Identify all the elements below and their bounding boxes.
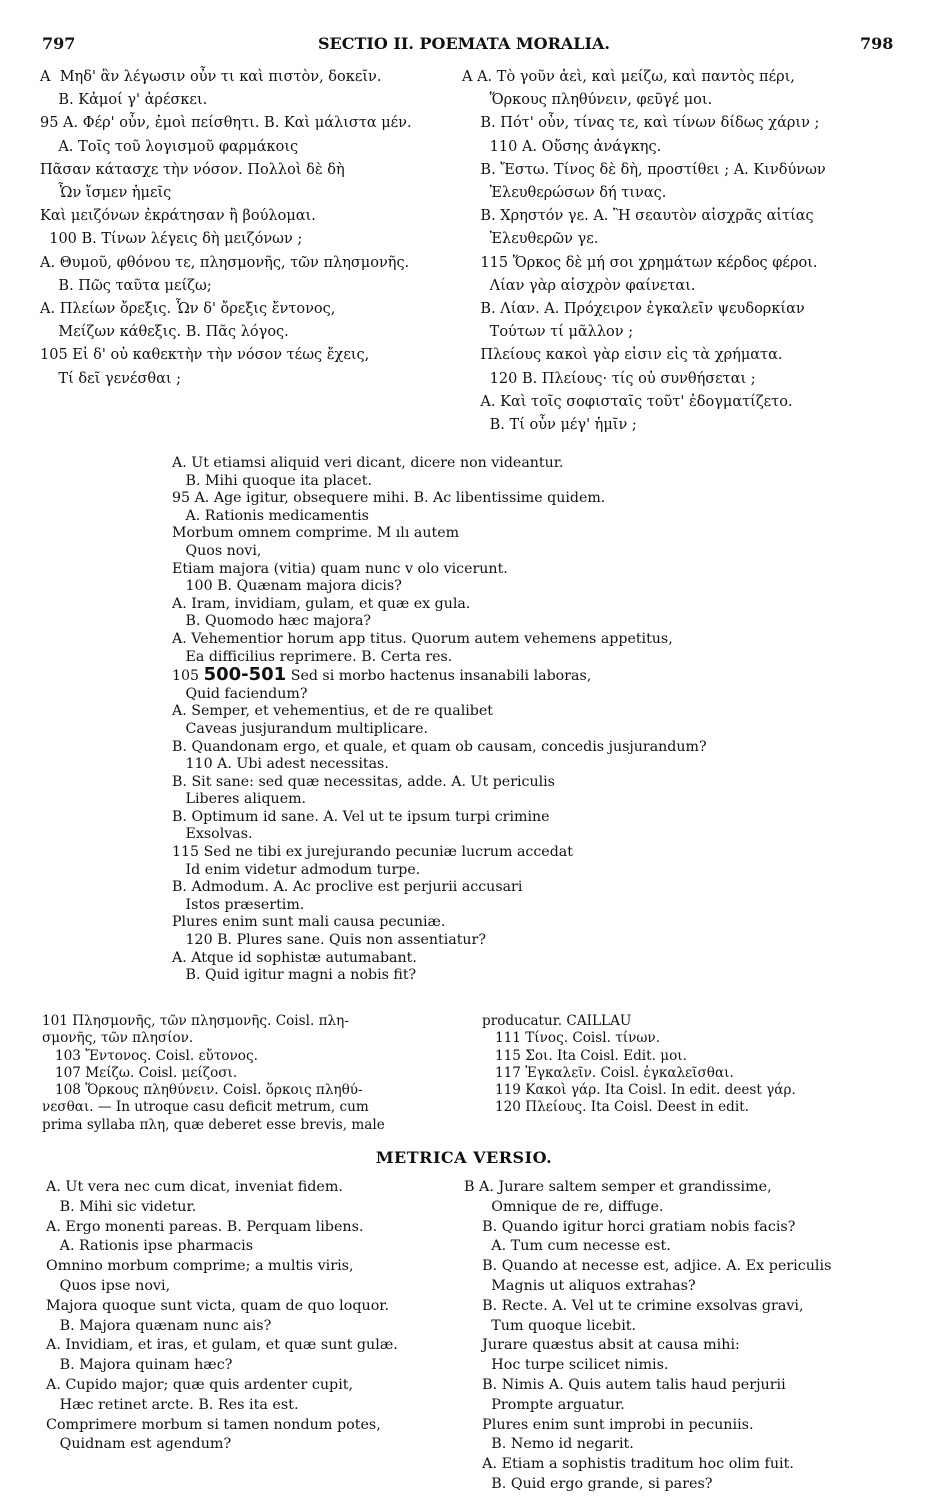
text-line: 95 A. Φέρ' οὖν, ἐμοὶ πείσθητι. B. Καὶ μάλιστα μέν.: [40, 115, 412, 132]
text-line: Tum quoque licebit.: [464, 1317, 637, 1334]
text-line: 120 Πλείους. Ita Coisl. Deest in edit.: [482, 1099, 749, 1116]
text-line: B A. Jurare saltem semper et grandissime,: [464, 1179, 772, 1195]
text-line: A. Καὶ τοῖς σοφισταῖς τοῦτ' ἐδογματίζετο.: [462, 393, 793, 410]
text-line: Hoc turpe scilicet nimis.: [464, 1357, 669, 1374]
text-line: Jurare quæstus absit at causa mihi:: [464, 1337, 740, 1354]
text-line: B. Quid ergo grande, si pares?: [464, 1475, 713, 1492]
text-line: A. Vehementior horum app titus. Quorum autem vehemens appetitus,: [172, 630, 673, 647]
text-line: Ea difficilius reprimere. B. Certa res.: [172, 648, 453, 665]
text-line: A A. Τὸ γοῦν ἀεὶ, καὶ μείζω, καὶ παντὸς πέρι,: [462, 69, 795, 85]
text-line: producatur. CAILLAU: [482, 1013, 632, 1029]
text-line: Quos ipse novi,: [46, 1277, 171, 1294]
text-line: Πᾶσαν κάτασχε τὴν νόσον. Πολλοὶ δὲ δὴ: [40, 161, 345, 178]
text-line: B. Optimum id sane. A. Vel ut te ipsum turpi crimine: [172, 808, 550, 825]
text-line: Liberes aliquem.: [172, 791, 307, 808]
text-line: A. Atque id sophistæ autumabant.: [172, 949, 417, 966]
latin-translation: [172, 455, 707, 985]
text-line: B. Λίαν. A. Πρόχειρον ἐγκαλεῖν ψευδορκίαν: [462, 301, 805, 318]
line-number: 105: [172, 668, 204, 685]
text-line: Id enim videtur admodum turpe.: [172, 861, 421, 878]
text-line: A. Ergo monenti pareas. B. Perquam libens.: [46, 1218, 364, 1235]
text-line: A. Etiam a sophistis traditum hoc olim fuit.: [464, 1456, 794, 1473]
text-line: 120 B. Plures sane. Quis non assentiatur?: [172, 932, 486, 949]
text-line: Πλείους κακοὶ γὰρ εἰσιν εἰς τὰ χρήματα.: [462, 347, 783, 364]
text-line: B. Sit sane: sed quæ necessitas, adde. A. Ut periculis: [172, 773, 555, 790]
running-title: SECTIO II. POEMATA MORALIA.: [318, 34, 610, 53]
text-line: 119 Κακοὶ γάρ. Ita Coisl. In edit. deest γάρ.: [482, 1082, 796, 1099]
text-line: Ὧν ἴσμεν ἡμεῖς: [40, 185, 172, 202]
text-line: σμονῆς, τῶν πλησίον.: [42, 1030, 194, 1047]
text-line: 110 A. Οὔσης ἀνάγκης.: [462, 138, 662, 155]
text-line: B. Quando igitur horci gratiam nobis facis?: [464, 1218, 796, 1235]
page-number-left: 797: [42, 34, 76, 53]
text-line: Omnino morbum comprime; a multis viris,: [46, 1258, 354, 1275]
text-line: B. Κἀμοί γ' ἀρέσκει.: [40, 92, 208, 109]
text-line: Morbum omnem comprime. M ılı autem: [172, 525, 460, 542]
text-line: A. Cupido major; quæ quis ardenter cupit,: [46, 1376, 354, 1393]
metrica-right-column: [464, 1178, 831, 1495]
text-line: Prompte arguatur.: [464, 1396, 625, 1413]
text-line: 117 Ἐγκαλεῖν. Coisl. ἐγκαλεῖσθαι.: [482, 1064, 734, 1081]
text-line: A. Πλείων ὄρεξις. Ὧν δ' ὄρεξις ἔντονος,: [40, 301, 336, 318]
text-line: A. Semper, et vehementius, et de re qualibet: [172, 703, 493, 720]
text-line: 120 B. Πλείους· τίς οὐ συνθήσεται ;: [462, 370, 756, 387]
text-line: A. Τοῖς τοῦ λογισμοῦ φαρμάκοις: [40, 138, 299, 155]
text-line: Omnique de re, diffuge.: [464, 1198, 664, 1215]
text-line: 110 A. Ubi adest necessitas.: [172, 756, 389, 773]
text-line: 108 Ὅρκους πληθύνειν. Coisl. ὅρκοις πληθύ-: [42, 1082, 363, 1099]
text-line: B. Mihi sic videtur.: [46, 1198, 197, 1215]
text-line: A. Ut vera nec cum dicat, inveniat fidem.: [46, 1179, 343, 1195]
text-line: B. Majora quinam hæc?: [46, 1357, 233, 1374]
text-line: Caveas jusjurandum multiplicare.: [172, 720, 429, 737]
text-line: 115 Sed ne tibi ex jurejurando pecuniæ lucrum accedat: [172, 844, 573, 861]
text-line: B. Recte. A. Vel ut te crimine exsolvas gravi,: [464, 1297, 804, 1314]
text-line: 101 Πλησμονῆς, τῶν πλησμονῆς. Coisl. πλη-: [42, 1013, 349, 1029]
text-line: Καὶ μειζόνων ἐκράτησαν ἢ βούλομαι.: [40, 208, 316, 225]
greek-left-column: [40, 66, 412, 391]
text-line: 115 Σοι. Ita Coisl. Edit. μοι.: [482, 1047, 687, 1064]
text-line: B. Quid igitur magni a nobis fit?: [172, 967, 417, 984]
greek-right-column: [462, 66, 826, 437]
text-line: Ἐλευθερῶν γε.: [462, 231, 599, 248]
text-line: 111 Τίνος. Coisl. τίνων.: [482, 1030, 661, 1047]
text-line: A. Rationis ipse pharmacis: [46, 1238, 254, 1255]
metrica-left-column: [46, 1178, 398, 1455]
text-line: B. Admodum. A. Ac proclive est perjurii accusari: [172, 879, 523, 896]
text-line: A. Rationis medicamentis: [172, 507, 369, 524]
text-line: Magnis ut aliquos extrahas?: [464, 1277, 696, 1294]
text-line: 107 Μείζω. Coisl. μείζοσι.: [42, 1064, 238, 1081]
page-number-right: 798: [860, 34, 894, 53]
text-line: Ὅρκους πληθύνειν, φεῦγέ μοι.: [462, 92, 713, 109]
text-line: Λίαν γὰρ αἰσχρὸν φαίνεται.: [462, 277, 696, 294]
text-line: B. Quando at necesse est, adjice. A. Ex periculis: [464, 1258, 832, 1275]
text-line: Plures enim sunt improbi in pecuniis.: [464, 1416, 754, 1433]
text-line: Exsolvas.: [172, 826, 253, 843]
text-line: [172, 666, 707, 686]
text-line: Hæc retinet arcte. B. Res ita est.: [46, 1396, 299, 1413]
text-line: Quidnam est agendum?: [46, 1436, 232, 1453]
text-line: A. Θυμοῦ, φθόνου τε, πλησμονῆς, τῶν πλησμονῆς.: [40, 254, 410, 271]
text-line: B. Τί οὖν μέγ' ἡμῖν ;: [462, 417, 637, 434]
text-line: B. Ἔστω. Τίνος δὲ δὴ, προστίθει ; A. Κινδύνων: [462, 161, 826, 178]
text-line: 103 Ἔντονος. Coisl. εὔτονος.: [42, 1047, 258, 1064]
column-range-stamp: 500-501: [203, 664, 287, 686]
text-line: Comprimere morbum si tamen nondum potes,: [46, 1416, 381, 1433]
text-line: 100 B. Τίνων λέγεις δὴ μειζόνων ;: [40, 231, 303, 248]
text-line: Quid faciendum?: [172, 685, 308, 702]
text-line: A. Ut etiamsi aliquid veri dicant, dicere non videantur.: [172, 455, 564, 471]
text-line: A Μηδ' ἂν λέγωσιν οὖν τι καὶ πιστὸν, δοκεῖν.: [40, 69, 382, 85]
text-line: A. Invidiam, et iras, et gulam, et quæ sunt gulæ.: [46, 1337, 398, 1354]
text-line: Majora quoque sunt victa, quam de quo loquor.: [46, 1297, 390, 1314]
text-line: νεσθαι. — In utroque casu deficit metrum, cum: [42, 1099, 369, 1116]
text-line: Μείζων κάθεξις. B. Πᾶς λόγος.: [40, 324, 289, 341]
text-line: 95 A. Age igitur, obsequere mihi. B. Ac libentissime quidem.: [172, 490, 606, 507]
text-line: B. Quandonam ergo, et quale, et quam ob causam, concedis jusjurandum?: [172, 738, 707, 755]
text-line: B. Πότ' οὖν, τίνας τε, καὶ τίνων δίδως χάριν ;: [462, 115, 820, 132]
text-line: A. Iram, invidiam, gulam, et quæ ex gula.: [172, 595, 471, 612]
text-line: Ἐλευθερώσων δή τινας.: [462, 185, 667, 202]
text-line: Τί δεῖ γενέσθαι ;: [40, 370, 182, 387]
text-line: Τούτων τί μᾶλλον ;: [462, 324, 634, 341]
text-line: B. Πῶς ταῦτα μείζω;: [40, 277, 212, 294]
text-line: 100 B. Quænam majora dicis?: [172, 578, 402, 595]
line-text: Sed si morbo hactenus insanabili laboras,: [286, 668, 592, 685]
text-line: B. Nemo id negarit.: [464, 1436, 634, 1453]
text-line: B. Nimis A. Quis autem talis haud perjurii: [464, 1376, 786, 1393]
text-line: 105 Εἰ δ' οὐ καθεκτὴν τὴν νόσον τέως ἔχεις,: [40, 347, 370, 364]
text-line: Istos præsertim.: [172, 896, 305, 913]
text-line: Etiam majora (vitia) quam nunc v olo vicerunt.: [172, 560, 508, 577]
text-line: Plures enim sunt mali causa pecuniæ.: [172, 914, 446, 931]
text-line: A. Tum cum necesse est.: [464, 1238, 671, 1255]
text-line: prima syllaba πλη, quæ deberet esse brevis, male: [42, 1116, 385, 1133]
text-line: 115 Ὅρκος δὲ μή σοι χρημάτων κέρδος φέροι.: [462, 254, 818, 271]
text-line: B. Majora quænam nunc ais?: [46, 1317, 272, 1334]
text-line: B. Mihi quoque ita placet.: [172, 472, 372, 489]
text-line: Quos novi,: [172, 542, 262, 559]
text-line: B. Χρηστόν γε. A. Ἢ σεαυτὸν αἰσχρᾶς αἰτίας: [462, 208, 814, 225]
notes-left-column: [42, 1013, 385, 1134]
metrica-heading: METRICA VERSIO.: [375, 1148, 553, 1167]
text-line: B. Quomodo hæc majora?: [172, 613, 372, 630]
notes-right-column: [482, 1013, 796, 1117]
